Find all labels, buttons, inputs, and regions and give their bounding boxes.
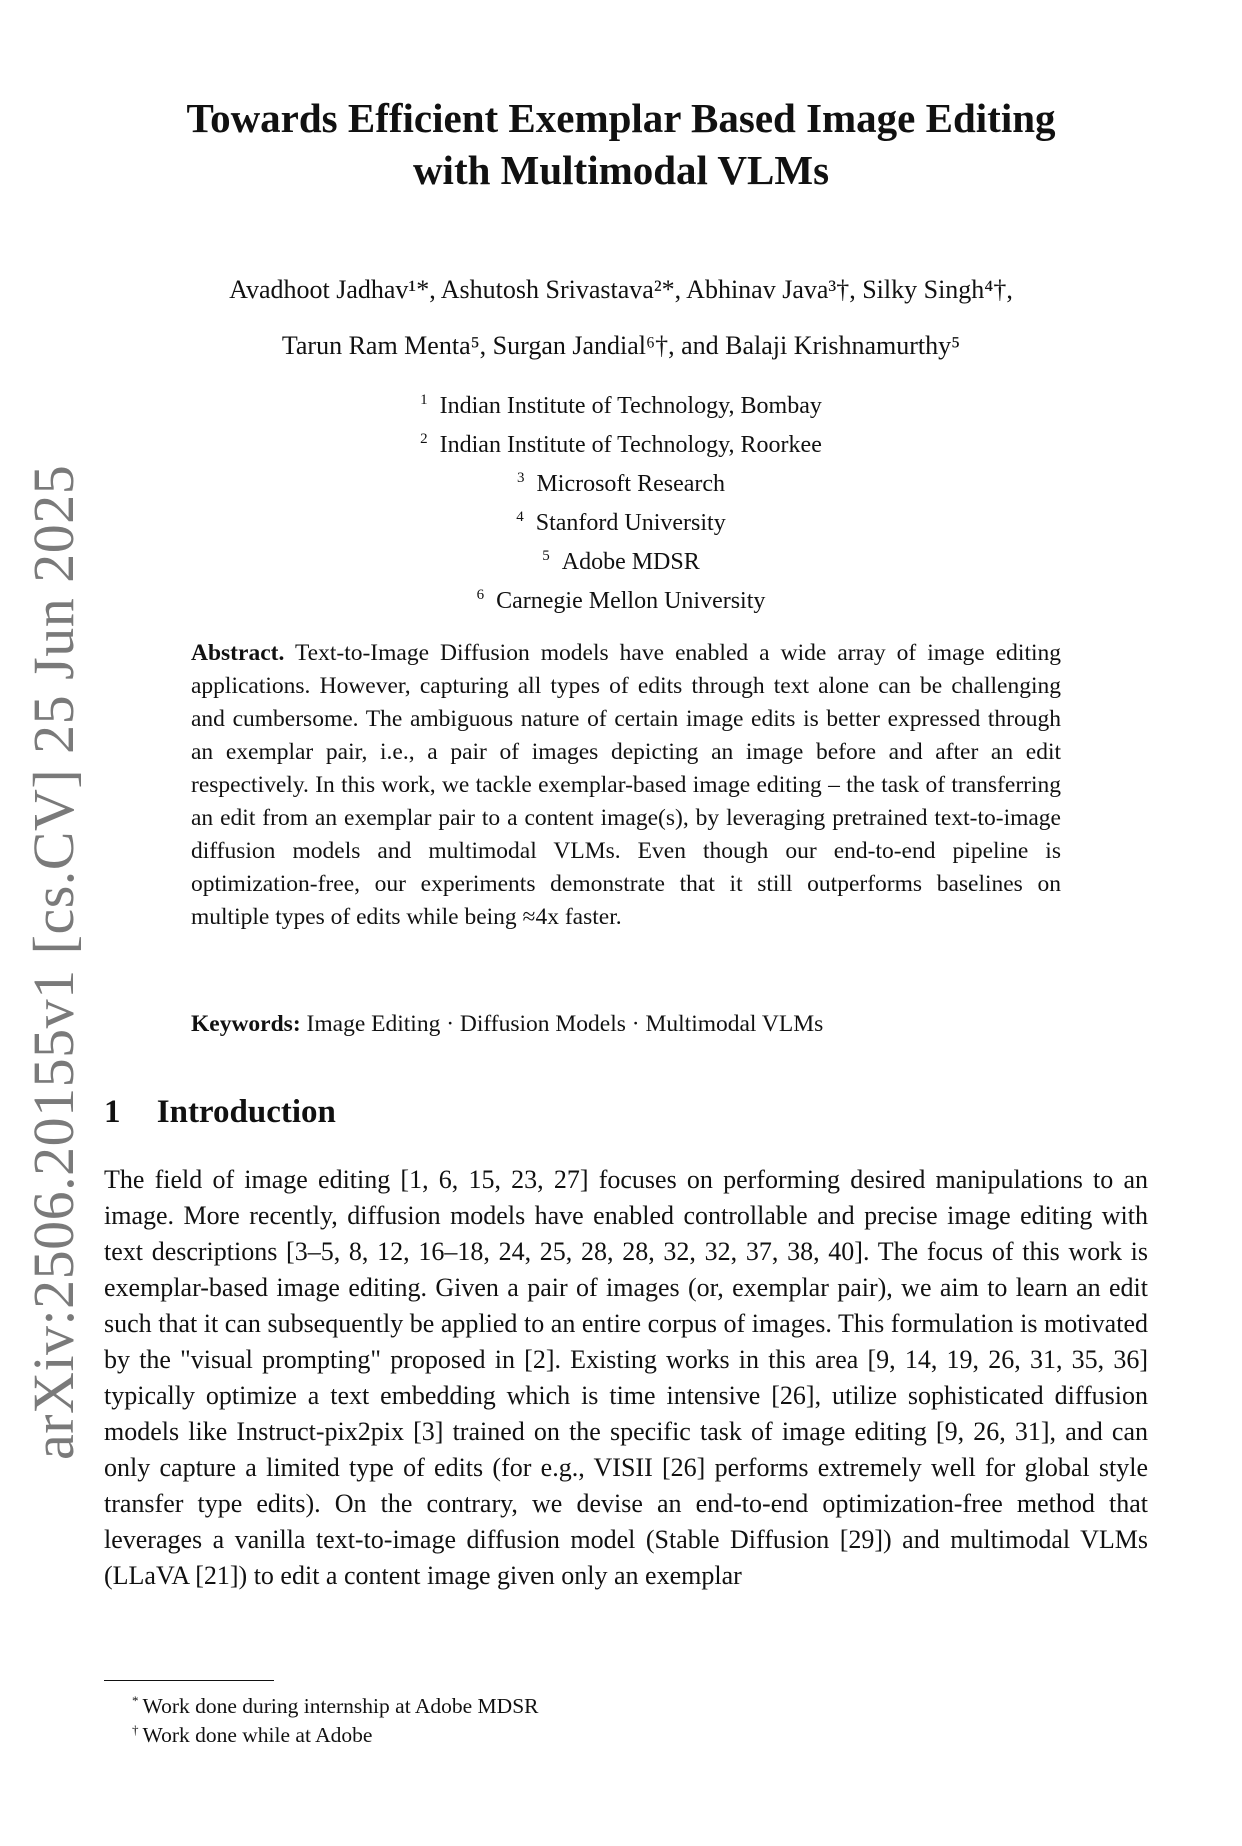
section-heading [104,1094,336,1131]
paper-title [0,92,1242,196]
affiliation-list [0,384,1242,618]
title-line-2: with Multimodal VLMs [412,147,830,193]
abstract-label: Abstract. [191,640,285,666]
affiliation-item: $^1$ Indian Institute of Technology, Bombay [420,392,822,419]
authors-line-1: Avadhoot Jadhav¹*, Ashutosh Srivastava²*, Abhinav Java³†, Silky Singh⁴†, [229,275,1013,304]
affiliation-item: $^4$ Stanford University [516,509,726,536]
keywords-text: Image Editing · Diffusion Models · Multimodal VLMs [306,1011,824,1037]
affiliation-item: $^2$ Indian Institute of Technology, Roorkee [420,431,822,458]
title-line-1: Towards Efficient Exemplar Based Image Editing [186,95,1056,141]
affiliation-item: $^3$ Microsoft Research [516,470,726,497]
authors-line-2: Tarun Ram Menta⁵, Surgan Jandial⁶†, and Balaji Krishnamurthy⁵ [281,331,961,360]
keywords-label: Keywords: [191,1011,301,1037]
introduction-paragraph: The field of image editing [1, 6, 15, 23, 27] focuses on performing desired manipulations to an image. More recently, diffusion models have enabled controllable and precise image editing with text descriptions [3–5, 8, 12, 16–18, 24, 25, 28, 28, 32, 32, 37, 38, 40]. The focus of this work is exemplar-based image editing. Given a pair of images (or, exemplar pair), we aim to learn an edit such that it can subsequently be applied to an entire corpus of images. This formulation is motivated by the "visual prompting" proposed in [2]. Existing works in this area [9, 14, 19, 26, 31, 35, 36] typically optimize a text embedding which is time intensive [26], utilize sophisticated diffusion models like Instruct-pix2pix [3] trained on the specific task of image editing [9, 26, 31], and can only capture a limited type of edits (for e.g., VISII [26] performs extremely well for global style transfer type edits). On the contrary, we devise an end-to-end optimization-free method that leverages a vanilla text-to-image diffusion model (Stable Diffusion [29]) and multimodal VLMs (LLaVA [21]) to edit a content image given only an exemplar [104,1165,1148,1590]
keywords [191,1008,1061,1041]
section-title: Introduction [156,1094,336,1130]
arxiv-stamp: arXiv:2506.20155v1 [cs.CV] 25 Jun 2025 [21,464,86,1460]
affiliation-item: $^5$ Adobe MDSR [542,548,700,575]
affiliation-item: $^6$ Carnegie Mellon University [476,587,766,614]
footnote-rule [104,1680,274,1681]
author-list [0,262,1242,374]
footnote-2: † Work done while at Adobe [132,1722,373,1748]
abstract-text: Text-to-Image Diffusion models have enabled a wide array of image editing applications. However, capturing all types of edits through text alone can be challenging and cumbersome. The ambiguous nature of certain image edits is better expressed through an exemplar pair, i.e., a pair of images depicting an image before and after an edit respectively. In this work, we tackle exemplar-based image editing – the task of transferring an edit from an exemplar pair to a content image(s), by leveraging pretrained text-to-image diffusion models and multimodal VLMs. Even though our end-to-end pipeline is optimization-free, our experiments demonstrate that it still outperforms baselines on multiple types of edits while being ≈4x faster. [191,640,1062,930]
section-number: 1 [104,1094,121,1130]
footnote-1: * Work done during internship at Adobe MDSR [132,1693,539,1719]
abstract [191,637,1061,934]
